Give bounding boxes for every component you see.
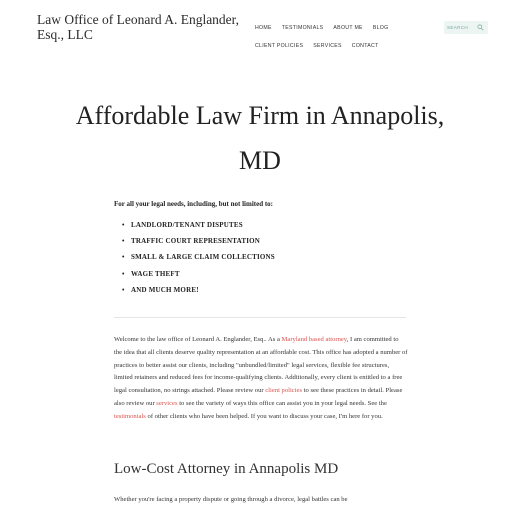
list-item: • TRAFFIC COURT REPRESENTATION xyxy=(122,235,275,251)
welcome-text: to see these practices in detail. Please also review our xyxy=(114,387,403,407)
divider xyxy=(114,317,406,318)
site-title[interactable]: Law Office of Leonard A. Englander, Esq., LLC xyxy=(37,12,240,42)
testimonials-link[interactable]: testimonials xyxy=(114,412,146,420)
list-item: • LANDLORD/TENANT DISPUTES xyxy=(122,219,275,235)
search-icon[interactable] xyxy=(477,24,484,31)
maryland-attorney-link[interactable]: Maryland based attorney xyxy=(281,336,347,343)
nav-item-client-policies[interactable]: CLIENT POLICIES xyxy=(255,43,304,49)
list-item: • WAGE THEFT xyxy=(122,268,275,284)
client-policies-link[interactable]: client policies xyxy=(265,387,303,395)
page-title: Affordable Law Firm in Annapolis, MD xyxy=(75,101,445,175)
list-item: • SMALL & LARGE CLAIM COLLECTIONS xyxy=(122,251,275,267)
services-list xyxy=(122,219,275,300)
intro-text: For all your legal needs, including, but not limited to: xyxy=(114,200,274,208)
main-nav xyxy=(255,16,435,52)
section-heading: Low-Cost Attorney in Annapolis MD xyxy=(114,461,339,477)
nav-item-home[interactable]: HOME xyxy=(255,25,272,31)
welcome-text: of other clients who have been helped. If you want to discuss your case, I'm here for you. xyxy=(145,412,383,420)
services-link[interactable]: services xyxy=(156,399,178,407)
welcome-text: , I am committed to the idea that all clients deserve quality representation at an affordable cost. This office has adopted a number of practices to better assist our clients, including "unbundled/limited" legal services, flexible fee structures, limited retainers and reduced fees for income-qualifying clients. Additionally, every client is entitled to a free legal consultation, no strings attached. Please review our xyxy=(114,336,408,395)
site-header xyxy=(0,0,512,50)
search-input[interactable] xyxy=(447,23,475,32)
nav-item-testimonials[interactable]: TESTIMONIALS xyxy=(281,25,324,31)
welcome-paragraph xyxy=(114,334,408,424)
list-item: • AND MUCH MORE! xyxy=(122,284,275,300)
nav-item-services[interactable]: SERVICES xyxy=(313,43,342,49)
nav-item-blog[interactable]: BLOG xyxy=(372,25,389,31)
nav-item-contact[interactable]: CONTACT xyxy=(351,43,379,49)
search-box xyxy=(444,21,488,34)
nav-item-about-me[interactable]: ABOUT ME xyxy=(333,25,363,31)
welcome-text: to see the variety of ways this office can assist you in your legal needs. See the xyxy=(177,399,387,407)
section-paragraph: Whether you're facing a property dispute or going through a divorce, legal battles can be xyxy=(114,496,348,503)
welcome-text: Welcome to the law office of Leonard A. Englander, Esq.. As a xyxy=(114,336,282,343)
